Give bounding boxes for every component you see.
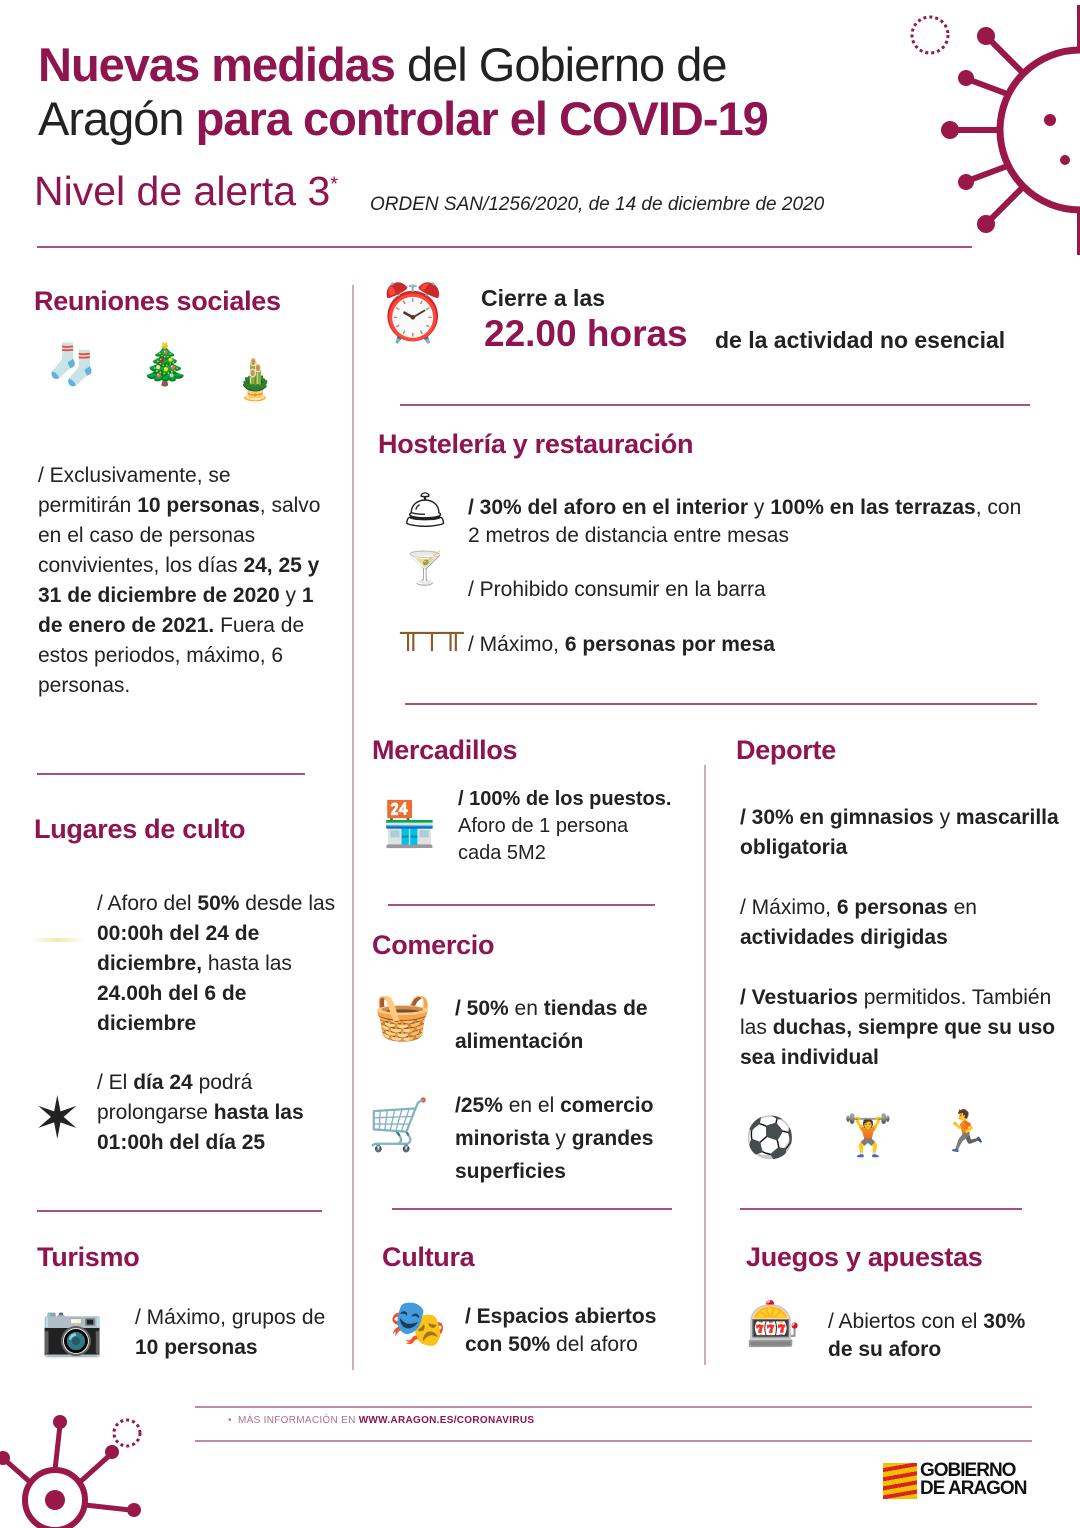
order-reference: ORDEN SAN/1256/2020, de 14 de diciembre de 2020 bbox=[370, 194, 825, 215]
section-title-juegos: Juegos y apuestas bbox=[746, 1242, 983, 1272]
juegos-text bbox=[828, 1308, 1038, 1364]
cocktail-glass-icon: 🍸 bbox=[405, 550, 445, 586]
more-info bbox=[228, 1415, 534, 1426]
grocery-basket-icon: 🧺 bbox=[374, 990, 432, 1042]
bullet: • bbox=[228, 1415, 238, 1426]
alert-asterisk: * bbox=[330, 173, 339, 196]
bold-text: tiendas de alimentación bbox=[455, 997, 648, 1053]
bold-text: Nuevas medidas bbox=[38, 38, 395, 91]
bold-text: grandes superficies bbox=[455, 1127, 654, 1183]
turismo-text bbox=[135, 1303, 335, 1363]
deporte-item bbox=[740, 983, 1060, 1073]
text: en bbox=[947, 896, 977, 919]
bold-text: 6 personas por mesa bbox=[564, 633, 775, 656]
culto-text-1 bbox=[97, 889, 347, 1039]
deporte-item bbox=[740, 803, 1060, 863]
shopping-cart-icon: 🛒 bbox=[367, 1097, 431, 1153]
text: / Prohibido consumir en la barra bbox=[468, 578, 766, 601]
title-line-2 bbox=[38, 92, 768, 146]
more-info-link[interactable]: WWW.ARAGON.ES/CORONAVIRUS bbox=[358, 1415, 535, 1426]
divider bbox=[405, 703, 1037, 705]
bold-text: 30% de su aforo bbox=[828, 1310, 1026, 1361]
divider bbox=[392, 1208, 672, 1210]
virus-decoration-icon bbox=[900, 0, 1080, 260]
text: hasta las bbox=[202, 952, 292, 975]
bold-text: / Vestuarios bbox=[740, 986, 858, 1009]
section-title-deporte: Deporte bbox=[736, 735, 836, 765]
divider bbox=[740, 1208, 1022, 1210]
culto-text-2 bbox=[97, 1068, 337, 1158]
sparkle-star-icon: ✶ bbox=[33, 1086, 82, 1151]
text: / El bbox=[97, 1071, 134, 1094]
text: , salvo en el caso de personas convivientes, los días bbox=[38, 494, 321, 577]
christmas-stocking-icon: 🧦 bbox=[47, 343, 97, 387]
text: Fuera de estos periodos, máximo, 6 personas. bbox=[38, 614, 305, 697]
section-title-cultura: Cultura bbox=[382, 1242, 475, 1272]
alert-level-text: Nivel de alerta 3 bbox=[34, 168, 331, 214]
bold-text: 10 personas bbox=[137, 494, 260, 517]
bold-text: / 30% del aforo en el interior bbox=[468, 496, 749, 519]
bold-text: 1 de enero de 2021. bbox=[38, 584, 314, 637]
bold-text: comercio minorista bbox=[455, 1094, 654, 1150]
text: en el bbox=[502, 1094, 561, 1117]
text: / Exclusivamente, se permitirán bbox=[38, 464, 231, 517]
table-chairs-icon: ╥┬╥ bbox=[400, 616, 464, 649]
divider bbox=[388, 904, 655, 906]
aragon-flag-icon bbox=[883, 1463, 917, 1499]
text: del aforo bbox=[550, 1333, 638, 1356]
section-title-culto: Lugares de culto bbox=[34, 814, 246, 844]
hosteleria-item bbox=[468, 630, 1028, 660]
text: / Aforo del bbox=[97, 892, 198, 915]
text: en bbox=[508, 997, 544, 1020]
text: permitidos. También las bbox=[740, 986, 1052, 1039]
section-title-comercio: Comercio bbox=[372, 930, 495, 960]
text: y bbox=[933, 806, 956, 829]
bold-text: / 100% de los puestos. bbox=[458, 788, 672, 810]
bold-text: / 50% bbox=[455, 997, 509, 1020]
christmas-ornaments-icon: 🎍 bbox=[230, 358, 280, 402]
gobierno-aragon-logo bbox=[920, 1462, 1026, 1498]
divider bbox=[37, 246, 972, 248]
light-glow-icon bbox=[30, 938, 85, 942]
bold-text: hasta las 01:00h del día 25 bbox=[97, 1101, 304, 1154]
bold-text: 6 personas bbox=[836, 896, 948, 919]
logo-line-2: DE ARAGON bbox=[920, 1478, 1027, 1499]
alert-level bbox=[34, 168, 338, 215]
text: Aragón bbox=[38, 92, 196, 145]
text: Aforo de 1 persona cada 5M2 bbox=[458, 815, 629, 864]
bold-text: / Espacios abiertos con 50% bbox=[465, 1305, 657, 1356]
divider bbox=[37, 773, 305, 775]
bold-text: 00:00h del 24 de diciembre, bbox=[97, 922, 260, 975]
christmas-tree-icon: 🎄 bbox=[140, 343, 190, 387]
virus-decoration-icon bbox=[0, 1400, 160, 1528]
hosteleria-item bbox=[468, 575, 1028, 605]
bold-text: día 24 bbox=[133, 1071, 193, 1094]
text: del Gobierno de bbox=[394, 38, 727, 91]
cierre-time: 22.00 horas bbox=[484, 313, 688, 354]
text: desde las bbox=[239, 892, 336, 915]
text: / Máximo, grupos de bbox=[135, 1306, 326, 1329]
title-line-1 bbox=[38, 38, 768, 92]
bold-text: 24.00h del 6 de diciembre bbox=[97, 982, 247, 1035]
section-title-turismo: Turismo bbox=[37, 1242, 140, 1272]
weightlifter-icon: 🏋 bbox=[843, 1114, 893, 1158]
bold-text: 50% bbox=[197, 892, 240, 915]
text: / Máximo, bbox=[740, 896, 837, 919]
page-title bbox=[38, 38, 768, 146]
mercadillos-text bbox=[458, 786, 673, 867]
runner-icon: 🏃 bbox=[940, 1110, 990, 1154]
text: y bbox=[279, 584, 302, 607]
cierre-rest: de la actividad no esencial bbox=[715, 327, 1006, 353]
section-title-reuniones: Reuniones sociales bbox=[34, 286, 281, 316]
comercio-item bbox=[455, 992, 690, 1058]
more-info-label: MÁS INFORMACIÓN EN bbox=[237, 1415, 359, 1426]
logo-line-1: GOBIERNO bbox=[920, 1460, 1016, 1481]
section-title-hosteleria: Hostelería y restauración bbox=[378, 429, 694, 459]
reuniones-text bbox=[38, 461, 323, 701]
bold-text: actividades dirigidas bbox=[740, 926, 948, 949]
bold-text: 100% en las terrazas bbox=[770, 496, 976, 519]
bold-text: para controlar el COVID-19 bbox=[195, 92, 768, 145]
soccer-ball-icon: ⚽ bbox=[745, 1116, 795, 1160]
column-divider bbox=[704, 765, 706, 1365]
divider bbox=[400, 404, 1030, 406]
theater-masks-icon: 🎭 bbox=[389, 1297, 447, 1349]
bold-text: /25% bbox=[455, 1094, 503, 1117]
comercio-item bbox=[455, 1089, 695, 1188]
cultura-text bbox=[465, 1303, 690, 1359]
bold-text: mascarilla obligatoria bbox=[740, 806, 1059, 859]
text: , con 2 metros de distancia entre mesas bbox=[468, 496, 1022, 547]
divider bbox=[37, 1210, 322, 1212]
market-stall-icon: 🏪 bbox=[382, 800, 437, 849]
cloche-tray-icon: 🛎 bbox=[402, 489, 448, 530]
deporte-item bbox=[740, 893, 1060, 953]
divider bbox=[195, 1440, 1032, 1442]
bold-text: duchas, siempre que su uso sea individual bbox=[740, 1016, 1056, 1069]
casino-chips-icon: 🎰 bbox=[746, 1300, 801, 1349]
cierre-label: Cierre a las bbox=[481, 285, 606, 311]
bold-text: 10 personas bbox=[135, 1336, 258, 1359]
alarm-clock-icon: ⏰ bbox=[378, 281, 448, 344]
bold-text: 24, 25 y 31 de diciembre de 2020 bbox=[38, 554, 320, 607]
section-title-mercadillos: Mercadillos bbox=[372, 735, 518, 765]
text: / Máximo, bbox=[468, 633, 565, 656]
text: podrá prolongarse bbox=[97, 1071, 253, 1124]
divider bbox=[195, 1406, 1032, 1408]
text: y bbox=[549, 1127, 572, 1150]
text: y bbox=[748, 496, 771, 519]
hosteleria-item bbox=[468, 494, 1038, 550]
camera-icon: 📷 bbox=[41, 1302, 104, 1358]
column-divider bbox=[352, 285, 354, 1370]
bold-text: / 30% en gimnasios bbox=[740, 806, 934, 829]
text: / Abiertos con el bbox=[828, 1310, 984, 1333]
